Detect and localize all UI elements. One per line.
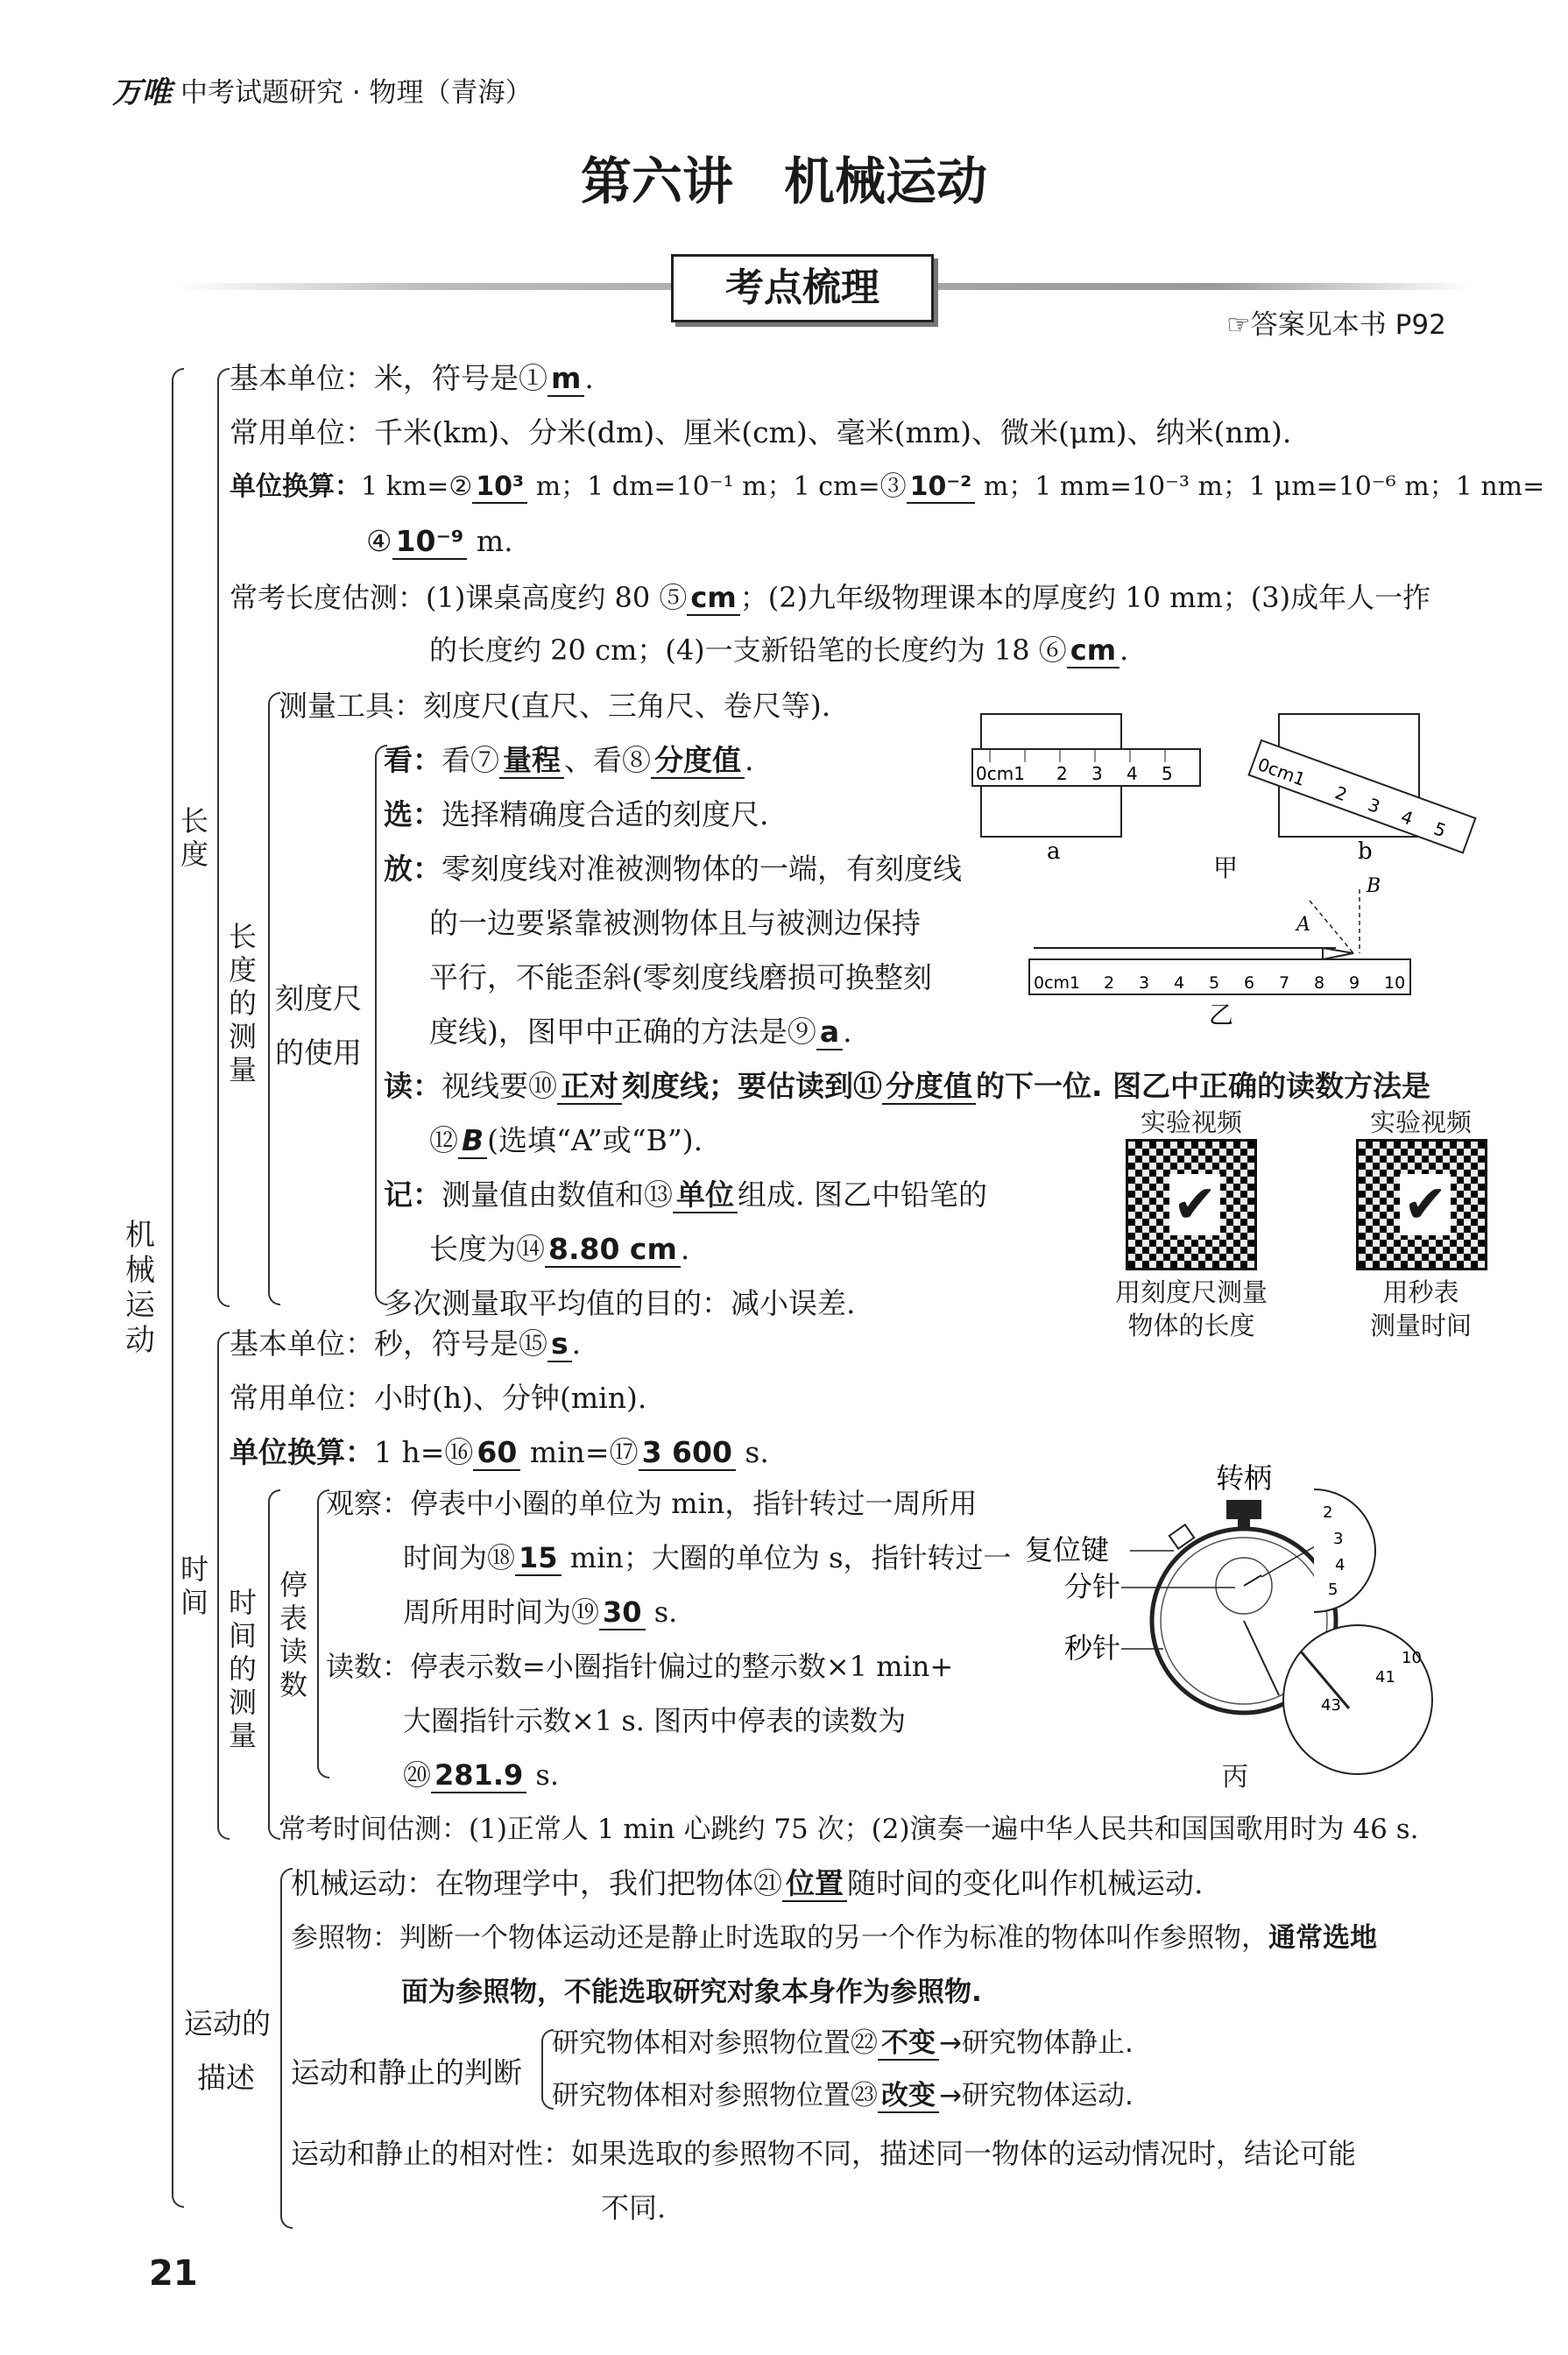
check-icon: ✔ bbox=[1400, 1174, 1451, 1235]
ruler-a-tick: 3 bbox=[1091, 763, 1103, 784]
length-measure-label: 长度的测量 bbox=[228, 920, 257, 1086]
length-line-3: 单位换算：1 km=② 10³ m；1 dm=10⁻¹ m；1 cm=③ 10⁻² m；1 mm=10⁻³ m；1 μm=10⁻⁶ m；1 nm= bbox=[230, 471, 1545, 502]
read-line-2: 大圈指针示数×1 s. 图丙中停表的读数为 bbox=[403, 1704, 907, 1737]
ruler-yi-tick: 2 bbox=[1104, 973, 1115, 993]
inset1-tick: 4 bbox=[1335, 1556, 1346, 1574]
time-measure-label: 时间的测量 bbox=[228, 1586, 257, 1752]
ruler-use-label-2: 的使用 bbox=[275, 1036, 362, 1070]
fang-line-3: 平行，不能歪斜(零刻度线磨损可换整刻 bbox=[429, 960, 932, 994]
video-caption-2a: 用秒表 bbox=[1382, 1277, 1459, 1307]
ji-line-1: 记：测量值由数值和⑬ 单位 组成. 图乙中铅笔的 bbox=[384, 1178, 987, 1212]
inset1-tick: 3 bbox=[1333, 1530, 1344, 1548]
length-line-2: 常用单位：千米(km)、分米(dm)、厘米(cm)、毫米(mm)、微米(μm)、纳米(nm). bbox=[230, 415, 1292, 449]
svg-text:0cm1: 0cm1 bbox=[1254, 753, 1309, 790]
label-a: a bbox=[1047, 838, 1061, 865]
obs-line-2: 时间为⑱ 15 min；大圈的单位为 s，指针转过一 bbox=[403, 1541, 1012, 1574]
inset2-tick: 43 bbox=[1321, 1696, 1341, 1715]
video-title-1: 实验视频 bbox=[1140, 1107, 1242, 1137]
svg-text:4: 4 bbox=[1398, 805, 1416, 830]
motion-line-3: 面为参照物，不能选取研究对象本身作为参照物. bbox=[401, 1977, 982, 2008]
fang-line-4: 度线)，图甲中正确的方法是⑨ a . bbox=[429, 1015, 852, 1049]
check-icon: ✔ bbox=[1169, 1174, 1220, 1235]
ji-line-2: 长度为⑭ 8.80 cm . bbox=[429, 1232, 690, 1266]
length-brace bbox=[217, 368, 230, 1307]
svg-text:3: 3 bbox=[1365, 794, 1383, 817]
ruler-yi-tick: 8 bbox=[1314, 973, 1325, 993]
fang-line-2: 的一边要紧靠被测物体且与被测边保持 bbox=[429, 906, 921, 940]
relativity-line-2: 不同. bbox=[601, 2191, 667, 2224]
svg-text:5: 5 bbox=[1430, 817, 1449, 842]
svg-text:2: 2 bbox=[1331, 781, 1351, 806]
obs-line-1: 观察：停表中小圈的单位为 min，指针转过一周所用 bbox=[326, 1487, 978, 1520]
inset2-tick: 10 bbox=[1402, 1649, 1422, 1667]
kan-line: 看：看⑦ 量程 、看⑧ 分度值 . bbox=[384, 743, 754, 777]
length-label: 长度 bbox=[180, 804, 208, 871]
ruler-yi-tick: 3 bbox=[1139, 973, 1150, 993]
read-line-3: ⑳ 281.9 s. bbox=[403, 1758, 559, 1792]
ruler-use-label-1: 刻度尺 bbox=[275, 981, 362, 1015]
fuweijian-label: 复位键 bbox=[1025, 1533, 1110, 1566]
ruler-a-tick: 4 bbox=[1127, 763, 1138, 784]
label-bing: 丙 bbox=[1222, 1762, 1248, 1793]
sight-line-a bbox=[1310, 901, 1353, 953]
root-label: 机械运动 bbox=[125, 1218, 155, 1358]
ruler-yi-tick: 7 bbox=[1279, 973, 1290, 993]
judge-label: 运动和静止的判断 bbox=[291, 2055, 522, 2090]
stopwatch-figure bbox=[990, 1454, 1515, 1779]
label-A: A bbox=[1296, 914, 1310, 936]
stopwatch-label: 停表读数 bbox=[279, 1568, 307, 1701]
inset2-tick: 41 bbox=[1375, 1668, 1395, 1687]
judge-line-1: 研究物体相对参照物位置㉒ 不变 →研究物体静止. bbox=[552, 2027, 1134, 2059]
label-B: B bbox=[1367, 875, 1381, 897]
label-yi: 乙 bbox=[1209, 1001, 1234, 1025]
motion-label-2: 描述 bbox=[197, 2061, 255, 2095]
video-caption-1a: 用刻度尺测量 bbox=[1114, 1277, 1268, 1307]
label-jia: 甲 bbox=[1213, 853, 1239, 882]
series-title: 中考试题研究 · 物理（青海） bbox=[180, 77, 533, 109]
ruler-yi-tick: 5 bbox=[1209, 973, 1220, 993]
stopwatch-brace bbox=[317, 1489, 329, 1779]
motion-label-1: 运动的 bbox=[184, 2006, 271, 2040]
length-line-6: 的长度约 20 cm；(4)一支新铅笔的长度约为 18 ⑥ cm . bbox=[429, 633, 1129, 667]
logo: 万唯 bbox=[112, 75, 172, 110]
inset1-tick: 2 bbox=[1323, 1503, 1333, 1522]
du-line-1: 读：视线要⑩ 正对 刻度线；要估读到⑪ 分度值 的下一位. 图乙中正确的读数方法是 bbox=[384, 1069, 1431, 1103]
ruler-yi-tick: 10 bbox=[1384, 973, 1406, 993]
miaozhen-label: 秒针 bbox=[1064, 1631, 1121, 1665]
page-number: 21 bbox=[149, 2253, 198, 2294]
judge-line-2: 研究物体相对参照物位置㉓ 改变 →研究物体运动. bbox=[552, 2080, 1134, 2111]
avg-line: 多次测量取平均值的目的：减小误差. bbox=[384, 1286, 856, 1320]
length-line-4: ④ 10⁻⁹ m. bbox=[366, 524, 513, 558]
ruler-a-tick: 0cm1 bbox=[976, 763, 1025, 784]
xuan-line: 选：选择精确度合适的刻度尺. bbox=[384, 797, 769, 831]
video-title-2: 实验视频 bbox=[1369, 1107, 1472, 1137]
length-line-1: 基本单位：米，符号是① m . bbox=[230, 361, 594, 395]
video-caption-2b: 测量时间 bbox=[1369, 1311, 1472, 1340]
video-caption-1b: 物体的长度 bbox=[1127, 1311, 1255, 1340]
pointer-icon: ☞ bbox=[1226, 309, 1251, 341]
measure-tool: 测量工具：刻度尺(直尺、三角尺、卷尺等). bbox=[279, 689, 831, 723]
inset1-tick: 5 bbox=[1328, 1581, 1338, 1599]
ruler-yi-tick: 4 bbox=[1174, 973, 1185, 993]
ruler-yi-tick: 9 bbox=[1349, 973, 1360, 993]
time-estimate: 常考时间估测：(1)正常人 1 min 心跳约 75 次；(2)演奏一遍中华人民共和国国歌用时为 46 s. bbox=[279, 1814, 1419, 1845]
time-line-1: 基本单位：秒，符号是⑮ s . bbox=[230, 1326, 582, 1361]
ruler-yi-tick: 0cm1 bbox=[1034, 973, 1081, 993]
page-title: 第六讲 机械运动 bbox=[580, 152, 987, 211]
motion-line-1: 机械运动：在物理学中，我们把物体㉑ 位置 随时间的变化叫作机械运动. bbox=[291, 1866, 1204, 1900]
motion-line-2: 参照物：判断一个物体运动还是静止时选取的另一个作为标准的物体叫作参照物，通常选地 bbox=[291, 1922, 1377, 1954]
answer-ref: ☞答案见本书 P92 bbox=[1226, 309, 1446, 341]
time-line-2: 常用单位：小时(h)、分钟(min). bbox=[230, 1381, 647, 1415]
ruler-a-tick: 5 bbox=[1162, 763, 1173, 784]
ruler-figures bbox=[964, 692, 1489, 1025]
obs-line-3: 周所用时间为⑲ 30 s. bbox=[403, 1595, 678, 1629]
time-line-3: 单位换算：1 h=⑯ 60 min=⑰ 3 600 s. bbox=[230, 1435, 769, 1469]
crown bbox=[1226, 1500, 1261, 1519]
relativity-line-1: 运动和静止的相对性：如果选取的参照物不同，描述同一物体的运动情况时，结论可能 bbox=[291, 2137, 1357, 2170]
fenzhen-label: 分针 bbox=[1064, 1570, 1121, 1603]
time-label: 时间 bbox=[180, 1552, 208, 1619]
fang-line-1: 放：零刻度线对准被测物体的一端，有刻度线 bbox=[384, 852, 962, 886]
read-line-1: 读数：停表示数=小圈指针偏过的整示数×1 min+ bbox=[326, 1650, 954, 1683]
label-b: b bbox=[1358, 838, 1373, 865]
pencil-tip bbox=[1323, 948, 1353, 959]
ruler-a-tick: 2 bbox=[1056, 763, 1068, 784]
inset-large-dial bbox=[1283, 1625, 1432, 1774]
length-line-5: 常考长度估测：(1)课桌高度约 80 ⑤ cm ；(2)九年级物理课本的厚度约 10 mm；(3)成年人一拃 bbox=[230, 581, 1431, 614]
ruler-yi-tick: 6 bbox=[1244, 973, 1255, 993]
root-brace bbox=[172, 368, 184, 2208]
section-banner: 考点梳理 bbox=[671, 254, 934, 322]
du-line-2: ⑫ B (选填“A”或“B”). bbox=[429, 1123, 703, 1157]
zhuanbing-label: 转柄 bbox=[1216, 1461, 1273, 1495]
